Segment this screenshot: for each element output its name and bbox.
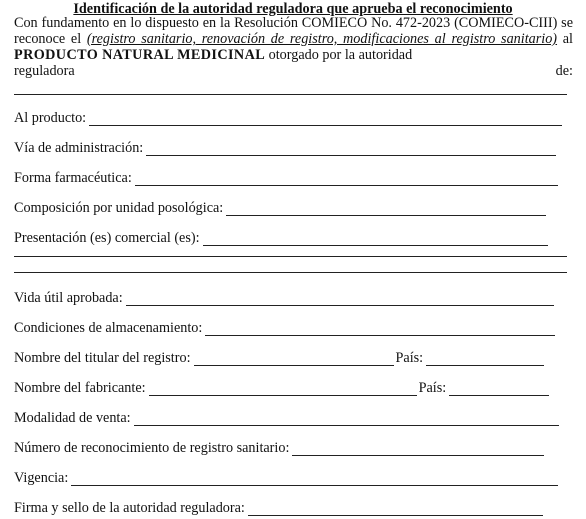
label-composicion: Composición por unidad posológica: [14,200,224,216]
input-composicion[interactable] [226,202,546,216]
label-vida-util: Vida útil aprobada: [14,290,123,306]
input-numero[interactable] [292,442,544,456]
label-condiciones: Condiciones de almacenamiento: [14,320,203,336]
label-titular-pais: País: [395,350,424,366]
input-forma[interactable] [135,172,558,186]
input-fabricante-pais[interactable] [449,382,549,396]
product-type: PRODUCTO NATURAL MEDICINAL [14,47,266,63]
label-firma: Firma y sello de la autoridad reguladora: [14,500,245,516]
field-firma [14,498,543,516]
input-titular[interactable] [194,352,394,366]
label-fabricante-pais: País: [418,380,447,396]
label-fabricante: Nombre del fabricante: [14,380,146,396]
authority-line[interactable] [14,94,567,95]
field-fabricante [14,378,549,396]
field-condiciones [14,318,555,336]
intro-last-left: reguladora [14,63,75,79]
input-titular-pais[interactable] [426,352,544,366]
input-vigencia[interactable] [71,472,558,486]
field-presentacion [14,228,548,246]
input-via[interactable] [146,142,556,156]
intro-options: (registro sanitario, renovación de registro, modificaciones al registro sanitario) [86,31,558,47]
presentacion-line-3[interactable] [14,272,567,273]
input-producto[interactable] [89,112,562,126]
field-via [14,138,556,156]
input-fabricante[interactable] [149,382,417,396]
field-numero [14,438,544,456]
input-condiciones[interactable] [205,322,555,336]
input-vida-util[interactable] [126,292,554,306]
intro-text-2: al [557,31,574,47]
label-presentacion: Presentación (es) comercial (es): [14,230,200,246]
input-firma[interactable] [248,502,543,516]
document-title: Identificación de la autoridad reguladora que aprueba el reconocimiento [73,1,513,17]
field-vigencia [14,468,558,486]
field-modalidad [14,408,559,426]
input-modalidad[interactable] [134,412,559,426]
presentacion-line-2[interactable] [14,256,567,257]
label-via: Vía de administración: [14,140,144,156]
label-producto: Al producto: [14,110,87,126]
input-presentacion[interactable] [203,232,548,246]
label-titular: Nombre del titular del registro: [14,350,191,366]
label-forma: Forma farmacéutica: [14,170,132,186]
field-vida-util [14,288,554,306]
intro-paragraph [14,15,573,79]
intro-last-right: de: [555,63,573,79]
label-vigencia: Vigencia: [14,470,69,486]
label-numero: Número de reconocimiento de registro sanitario: [14,440,290,456]
field-titular [14,348,544,366]
intro-text-3: otorgado por la autoridad [265,47,413,63]
field-forma [14,168,558,186]
intro-text-1: Con fundamento en lo dispuesto en la Resolución COMIECO No. 472-2023 (COMIECO-CIII) se reconoce el [14,15,573,47]
field-composicion [14,198,546,216]
field-producto [14,108,562,126]
label-modalidad: Modalidad de venta: [14,410,131,426]
